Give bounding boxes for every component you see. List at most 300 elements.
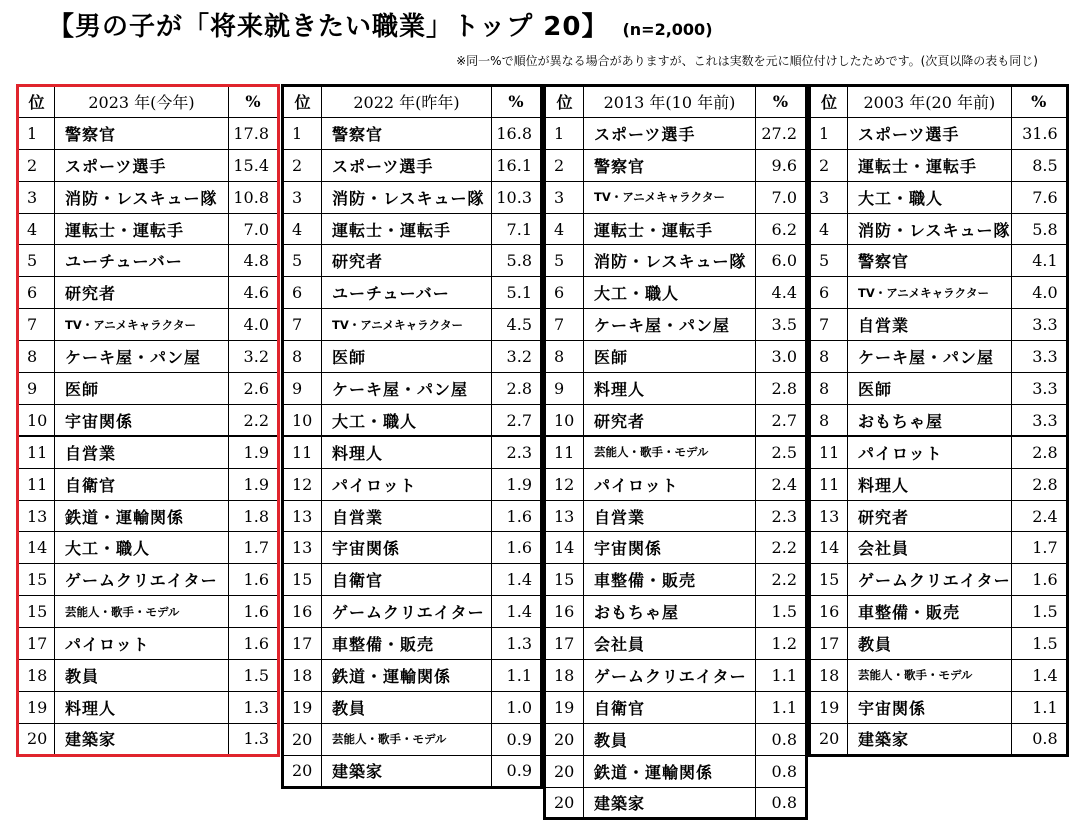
- table-row: [283, 500, 542, 532]
- ranking-table-2013: [543, 84, 808, 820]
- percent-cell: 1.1: [492, 660, 542, 692]
- percent-cell: 0.8: [756, 755, 807, 787]
- percent-cell: 0.8: [756, 787, 807, 819]
- percent-cell: 1.6: [229, 564, 279, 596]
- year-column-header: 2003 年(20 年前): [848, 86, 1012, 118]
- percent-cell: 3.3: [1011, 404, 1067, 436]
- table-row: [545, 181, 807, 213]
- percent-cell: 1.5: [756, 596, 807, 628]
- job-cell: 鉄道・運輸関係: [55, 500, 229, 532]
- percent-cell: 1.1: [1011, 691, 1067, 723]
- rank-cell: 8: [18, 341, 55, 373]
- table-row: [283, 564, 542, 596]
- table-row: [545, 117, 807, 149]
- percent-cell: 0.9: [492, 755, 542, 787]
- table-row: [545, 564, 807, 596]
- percent-cell: 16.8: [492, 117, 542, 149]
- percent-cell: 2.7: [756, 404, 807, 436]
- job-cell: 芸能人・歌手・モデル: [848, 660, 1012, 692]
- rank-cell: 7: [810, 309, 848, 341]
- job-cell: パイロット: [584, 468, 756, 500]
- job-cell: 研究者: [55, 277, 229, 309]
- table-row: [545, 787, 807, 819]
- rank-cell: 6: [18, 277, 55, 309]
- rank-cell: 19: [810, 691, 848, 723]
- rank-cell: 4: [283, 213, 322, 245]
- rank-cell: 3: [545, 181, 584, 213]
- job-cell: 料理人: [848, 468, 1012, 500]
- rank-cell: 11: [18, 436, 55, 468]
- job-cell: TV・アニメキャラクター: [55, 309, 229, 341]
- percent-cell: 6.2: [756, 213, 807, 245]
- table-row: [18, 691, 279, 723]
- table-body: [18, 117, 279, 755]
- table-row: [18, 117, 279, 149]
- table-row: [545, 660, 807, 692]
- job-cell: 研究者: [584, 404, 756, 436]
- job-cell: ゲームクリエイター: [322, 596, 492, 628]
- rank-cell: 8: [545, 341, 584, 373]
- job-cell: 車整備・販売: [322, 628, 492, 660]
- rank-column-header: 位: [18, 86, 55, 118]
- percent-cell: 1.1: [756, 691, 807, 723]
- table-header-row: [810, 86, 1068, 118]
- table-row: [283, 373, 542, 405]
- job-cell: 大工・職人: [584, 277, 756, 309]
- rank-cell: 20: [810, 723, 848, 755]
- job-cell: 自営業: [322, 500, 492, 532]
- percent-cell: 2.4: [1011, 500, 1067, 532]
- percent-cell: 2.4: [756, 468, 807, 500]
- percent-cell: 5.1: [492, 277, 542, 309]
- table-row: [810, 723, 1068, 755]
- job-cell: 自衛官: [55, 468, 229, 500]
- table-row: [283, 628, 542, 660]
- rank-cell: 10: [283, 404, 322, 436]
- percent-cell: 27.2: [756, 117, 807, 149]
- year-column-header: 2023 年(今年): [55, 86, 229, 118]
- job-cell: 会社員: [848, 532, 1012, 564]
- rank-column-header: 位: [545, 86, 584, 118]
- rank-cell: 15: [18, 596, 55, 628]
- percent-cell: 15.4: [229, 149, 279, 181]
- table-row: [283, 436, 542, 468]
- job-cell: パイロット: [55, 628, 229, 660]
- ranking-table-2022: [281, 84, 543, 789]
- table-row: [545, 500, 807, 532]
- table-row: [18, 277, 279, 309]
- percent-cell: 1.6: [229, 596, 279, 628]
- job-cell: スポーツ選手: [584, 117, 756, 149]
- rank-cell: 20: [18, 723, 55, 755]
- job-cell: 自衛官: [322, 564, 492, 596]
- table-row: [283, 181, 542, 213]
- table-row: [810, 660, 1068, 692]
- percent-cell: 5.8: [492, 245, 542, 277]
- rank-cell: 16: [545, 596, 584, 628]
- rank-cell: 8: [810, 404, 848, 436]
- percent-cell: 2.2: [229, 404, 279, 436]
- rank-cell: 16: [810, 596, 848, 628]
- rank-cell: 15: [18, 564, 55, 596]
- rank-cell: 11: [283, 436, 322, 468]
- table-row: [18, 500, 279, 532]
- rank-cell: 17: [18, 628, 55, 660]
- table-row: [283, 660, 542, 692]
- percent-cell: 2.2: [756, 532, 807, 564]
- table-row: [18, 149, 279, 181]
- percent-cell: 7.1: [492, 213, 542, 245]
- job-cell: 教員: [584, 723, 756, 755]
- job-cell: 医師: [848, 373, 1012, 405]
- percent-cell: 0.8: [1011, 723, 1067, 755]
- page-title: [48, 6, 713, 43]
- rank-cell: 8: [810, 341, 848, 373]
- table-header-row: [18, 86, 279, 118]
- job-cell: 消防・レスキュー隊: [848, 213, 1012, 245]
- rank-cell: 20: [545, 723, 584, 755]
- rank-cell: 2: [545, 149, 584, 181]
- table-row: [810, 691, 1068, 723]
- table-row: [545, 723, 807, 755]
- table-row: [810, 404, 1068, 436]
- job-cell: 建築家: [584, 787, 756, 819]
- rank-cell: 6: [810, 277, 848, 309]
- table-row: [810, 500, 1068, 532]
- table-row: [545, 404, 807, 436]
- rank-cell: 5: [283, 245, 322, 277]
- rank-cell: 8: [283, 341, 322, 373]
- table-row: [545, 373, 807, 405]
- rank-cell: 15: [283, 564, 322, 596]
- ranking-table-2003: [808, 84, 1069, 757]
- table-row: [18, 532, 279, 564]
- table-row: [545, 596, 807, 628]
- rank-cell: 19: [283, 691, 322, 723]
- job-cell: 車整備・販売: [848, 596, 1012, 628]
- table-row: [810, 341, 1068, 373]
- job-cell: 教員: [848, 628, 1012, 660]
- rank-cell: 1: [810, 117, 848, 149]
- job-cell: 料理人: [55, 691, 229, 723]
- percent-cell: 1.9: [492, 468, 542, 500]
- rank-cell: 3: [810, 181, 848, 213]
- percent-cell: 4.4: [756, 277, 807, 309]
- table-row: [545, 468, 807, 500]
- percent-column-header: %: [229, 86, 279, 118]
- job-cell: 建築家: [55, 723, 229, 755]
- percent-cell: 1.7: [229, 532, 279, 564]
- rank-cell: 3: [283, 181, 322, 213]
- table-row: [18, 213, 279, 245]
- rank-cell: 3: [18, 181, 55, 213]
- job-cell: 芸能人・歌手・モデル: [55, 596, 229, 628]
- table-row: [283, 532, 542, 564]
- table-row: [545, 691, 807, 723]
- rank-cell: 4: [18, 213, 55, 245]
- percent-cell: 1.6: [1011, 564, 1067, 596]
- rank-cell: 1: [283, 117, 322, 149]
- percent-cell: 1.0: [492, 691, 542, 723]
- job-cell: 運転士・運転手: [322, 213, 492, 245]
- job-cell: 医師: [584, 341, 756, 373]
- percent-cell: 9.6: [756, 149, 807, 181]
- job-cell: 警察官: [584, 149, 756, 181]
- percent-cell: 1.3: [229, 723, 279, 755]
- job-cell: 自衛官: [584, 691, 756, 723]
- percent-cell: 2.8: [756, 373, 807, 405]
- table-body: [283, 117, 542, 787]
- rank-cell: 8: [810, 373, 848, 405]
- table-row: [545, 277, 807, 309]
- job-cell: TV・アニメキャラクター: [322, 309, 492, 341]
- table-row: [545, 755, 807, 787]
- job-cell: 運転士・運転手: [55, 213, 229, 245]
- job-cell: 宇宙関係: [584, 532, 756, 564]
- rank-cell: 14: [810, 532, 848, 564]
- rank-column-header: 位: [283, 86, 322, 118]
- rank-cell: 13: [18, 500, 55, 532]
- table-body: [810, 117, 1068, 755]
- job-cell: 教員: [55, 660, 229, 692]
- job-cell: 教員: [322, 691, 492, 723]
- job-cell: 宇宙関係: [55, 404, 229, 436]
- table-row: [545, 341, 807, 373]
- percent-cell: 0.9: [492, 723, 542, 755]
- rank-cell: 2: [810, 149, 848, 181]
- percent-cell: 3.2: [229, 341, 279, 373]
- percent-cell: 4.8: [229, 245, 279, 277]
- job-cell: 自営業: [848, 309, 1012, 341]
- table-row: [810, 468, 1068, 500]
- rank-column-header: 位: [810, 86, 848, 118]
- percent-cell: 1.4: [492, 564, 542, 596]
- table-row: [18, 341, 279, 373]
- job-cell: スポーツ選手: [55, 149, 229, 181]
- table-row: [810, 532, 1068, 564]
- percent-cell: 7.6: [1011, 181, 1067, 213]
- percent-cell: 10.3: [492, 181, 542, 213]
- job-cell: 会社員: [584, 628, 756, 660]
- percent-cell: 2.8: [492, 373, 542, 405]
- job-cell: ゲームクリエイター: [848, 564, 1012, 596]
- table-row: [810, 309, 1068, 341]
- percent-cell: 1.2: [756, 628, 807, 660]
- rank-cell: 11: [18, 468, 55, 500]
- rank-cell: 5: [18, 245, 55, 277]
- table-row: [545, 245, 807, 277]
- rank-cell: 15: [810, 564, 848, 596]
- rank-cell: 20: [545, 755, 584, 787]
- percent-cell: 3.3: [1011, 309, 1067, 341]
- table-row: [283, 468, 542, 500]
- table-row: [545, 213, 807, 245]
- job-cell: ケーキ屋・パン屋: [848, 341, 1012, 373]
- rank-cell: 4: [545, 213, 584, 245]
- table-row: [283, 691, 542, 723]
- job-cell: 芸能人・歌手・モデル: [584, 436, 756, 468]
- rank-cell: 17: [283, 628, 322, 660]
- job-cell: ケーキ屋・パン屋: [55, 341, 229, 373]
- percent-cell: 2.7: [492, 404, 542, 436]
- table-row: [545, 532, 807, 564]
- table-row: [18, 564, 279, 596]
- table-row: [810, 596, 1068, 628]
- job-cell: おもちゃ屋: [848, 404, 1012, 436]
- rank-cell: 20: [283, 755, 322, 787]
- table-row: [283, 213, 542, 245]
- sample-size: (n=2,000): [622, 20, 713, 39]
- rank-cell: 2: [283, 149, 322, 181]
- rank-cell: 14: [545, 532, 584, 564]
- job-cell: ユーチューバー: [322, 277, 492, 309]
- table-row: [810, 628, 1068, 660]
- rank-cell: 14: [18, 532, 55, 564]
- percent-cell: 10.8: [229, 181, 279, 213]
- percent-cell: 16.1: [492, 149, 542, 181]
- job-cell: ユーチューバー: [55, 245, 229, 277]
- table-row: [18, 468, 279, 500]
- rank-cell: 18: [283, 660, 322, 692]
- rank-cell: 10: [545, 404, 584, 436]
- percent-cell: 1.4: [492, 596, 542, 628]
- rank-cell: 6: [283, 277, 322, 309]
- job-cell: 料理人: [322, 436, 492, 468]
- job-cell: ゲームクリエイター: [55, 564, 229, 596]
- job-cell: 芸能人・歌手・モデル: [322, 723, 492, 755]
- title-text: 【男の子が「将来就きたい職業」トップ 20】: [48, 12, 609, 42]
- table-row: [18, 373, 279, 405]
- table-row: [810, 149, 1068, 181]
- job-cell: 車整備・販売: [584, 564, 756, 596]
- percent-cell: 1.7: [1011, 532, 1067, 564]
- rank-cell: 9: [283, 373, 322, 405]
- table-row: [283, 596, 542, 628]
- rank-cell: 4: [810, 213, 848, 245]
- percent-cell: 1.5: [1011, 596, 1067, 628]
- percent-cell: 31.6: [1011, 117, 1067, 149]
- percent-cell: 1.1: [756, 660, 807, 692]
- job-cell: 運転士・運転手: [848, 149, 1012, 181]
- percent-cell: 1.3: [492, 628, 542, 660]
- rank-cell: 16: [283, 596, 322, 628]
- table-row: [18, 660, 279, 692]
- table-row: [810, 181, 1068, 213]
- year-column-header: 2022 年(昨年): [322, 86, 492, 118]
- job-cell: 宇宙関係: [848, 691, 1012, 723]
- table-row: [18, 596, 279, 628]
- job-cell: スポーツ選手: [848, 117, 1012, 149]
- job-cell: 警察官: [322, 117, 492, 149]
- percent-cell: 3.3: [1011, 373, 1067, 405]
- rank-cell: 11: [545, 436, 584, 468]
- job-cell: 大工・職人: [322, 404, 492, 436]
- rank-cell: 19: [18, 691, 55, 723]
- percent-cell: 8.5: [1011, 149, 1067, 181]
- rank-cell: 5: [545, 245, 584, 277]
- job-cell: 鉄道・運輸関係: [322, 660, 492, 692]
- table-row: [18, 723, 279, 755]
- percent-cell: 1.5: [229, 660, 279, 692]
- percent-cell: 4.1: [1011, 245, 1067, 277]
- percent-cell: 2.2: [756, 564, 807, 596]
- rank-cell: 9: [545, 373, 584, 405]
- job-cell: 消防・レスキュー隊: [322, 181, 492, 213]
- table-row: [283, 755, 542, 787]
- ranking-table-2023: [16, 84, 280, 757]
- percent-cell: 1.6: [492, 532, 542, 564]
- table-row: [283, 117, 542, 149]
- percent-cell: 1.9: [229, 436, 279, 468]
- rank-cell: 7: [18, 309, 55, 341]
- percent-cell: 0.8: [756, 723, 807, 755]
- job-cell: 自営業: [55, 436, 229, 468]
- job-cell: 宇宙関係: [322, 532, 492, 564]
- table-row: [283, 309, 542, 341]
- percent-cell: 7.0: [229, 213, 279, 245]
- table-row: [283, 341, 542, 373]
- table-row: [545, 149, 807, 181]
- table-row: [18, 404, 279, 436]
- table-row: [18, 181, 279, 213]
- percent-cell: 3.3: [1011, 341, 1067, 373]
- job-cell: パイロット: [322, 468, 492, 500]
- table-row: [283, 245, 542, 277]
- rank-cell: 1: [18, 117, 55, 149]
- table-row: [810, 436, 1068, 468]
- rank-cell: 9: [18, 373, 55, 405]
- percent-cell: 2.6: [229, 373, 279, 405]
- table-row: [18, 628, 279, 660]
- table-row: [810, 277, 1068, 309]
- table-row: [545, 436, 807, 468]
- percent-cell: 1.6: [229, 628, 279, 660]
- table-row: [810, 213, 1068, 245]
- job-cell: パイロット: [848, 436, 1012, 468]
- percent-column-header: %: [756, 86, 807, 118]
- year-column-header: 2013 年(10 年前): [584, 86, 756, 118]
- job-cell: 建築家: [848, 723, 1012, 755]
- table-row: [18, 309, 279, 341]
- rank-cell: 18: [545, 660, 584, 692]
- percent-cell: 2.3: [492, 436, 542, 468]
- rank-cell: 20: [283, 723, 322, 755]
- table-header-row: [545, 86, 807, 118]
- table-row: [810, 117, 1068, 149]
- table-row: [283, 149, 542, 181]
- percent-cell: 1.6: [492, 500, 542, 532]
- job-cell: TV・アニメキャラクター: [584, 181, 756, 213]
- job-cell: 自営業: [584, 500, 756, 532]
- percent-cell: 17.8: [229, 117, 279, 149]
- rank-cell: 12: [283, 468, 322, 500]
- table-row: [283, 723, 542, 755]
- job-cell: 警察官: [848, 245, 1012, 277]
- percent-cell: 1.5: [1011, 628, 1067, 660]
- rank-cell: 13: [283, 532, 322, 564]
- rank-cell: 10: [18, 404, 55, 436]
- rank-cell: 11: [810, 436, 848, 468]
- job-cell: TV・アニメキャラクター: [848, 277, 1012, 309]
- table-row: [18, 245, 279, 277]
- rank-cell: 13: [545, 500, 584, 532]
- rank-cell: 17: [545, 628, 584, 660]
- table-header-row: [283, 86, 542, 118]
- table-row: [810, 373, 1068, 405]
- percent-cell: 4.0: [229, 309, 279, 341]
- job-cell: 医師: [322, 341, 492, 373]
- job-cell: ゲームクリエイター: [584, 660, 756, 692]
